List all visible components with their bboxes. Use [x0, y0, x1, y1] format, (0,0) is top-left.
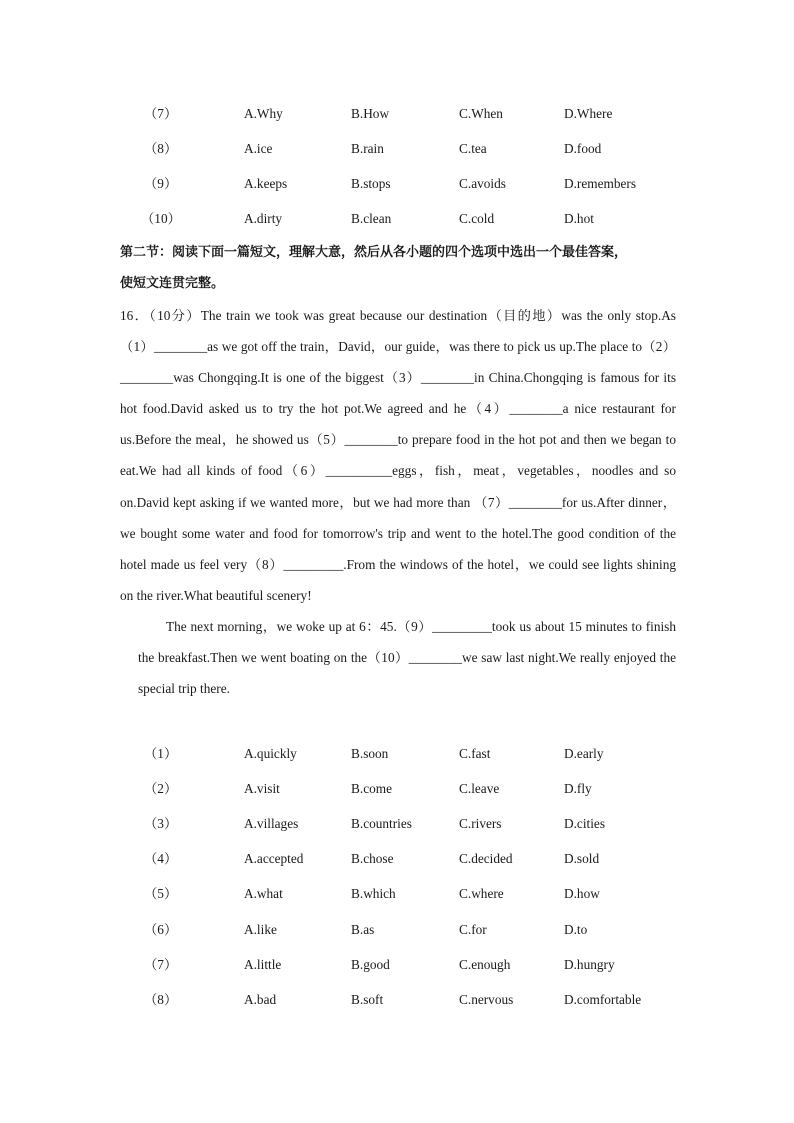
option-b: B.stops	[351, 176, 391, 191]
question-number: （3）	[144, 816, 178, 831]
reading-passage	[120, 300, 676, 704]
option-row	[0, 814, 794, 834]
option-a: A.keeps	[244, 176, 288, 191]
option-c: C.avoids	[459, 176, 506, 191]
option-a: A.ice	[244, 141, 273, 156]
question-number: （6）	[144, 922, 178, 937]
question-number: （9）	[144, 176, 178, 191]
section-heading-line2: 使短文连贯完整。	[120, 276, 225, 291]
option-row	[0, 209, 794, 229]
option-b: B.rain	[351, 141, 384, 156]
option-a: A.dirty	[244, 211, 283, 226]
option-d: D.hot	[564, 211, 594, 226]
question-number: （5）	[144, 886, 178, 901]
option-row	[0, 955, 794, 975]
option-b: B.chose	[351, 851, 394, 866]
option-d: D.early	[564, 746, 604, 761]
option-b: B.which	[351, 886, 396, 901]
option-d: D.how	[564, 886, 600, 901]
option-c: C.leave	[459, 781, 500, 796]
option-row	[0, 174, 794, 194]
option-a: A.visit	[244, 781, 280, 796]
passage-paragraph-1	[120, 300, 676, 611]
question-number: （1）	[144, 746, 178, 761]
option-c: C.nervous	[459, 992, 514, 1007]
option-c: C.decided	[459, 851, 513, 866]
option-d: D.hungry	[564, 957, 615, 972]
option-c: C.rivers	[459, 816, 502, 831]
option-d: D.comfortable	[564, 992, 642, 1007]
option-a: A.villages	[244, 816, 299, 831]
option-b: B.soon	[351, 746, 389, 761]
option-row	[0, 139, 794, 159]
option-row	[0, 884, 794, 904]
question-label: 16．（10分）	[120, 308, 201, 323]
option-d: D.cities	[564, 816, 605, 831]
option-a: A.accepted	[244, 851, 304, 866]
section-heading	[120, 237, 680, 299]
option-d: D.Where	[564, 106, 613, 121]
option-c: C.tea	[459, 141, 487, 156]
option-d: D.fly	[564, 781, 592, 796]
option-b: B.as	[351, 922, 375, 937]
option-row	[0, 849, 794, 869]
option-b: B.countries	[351, 816, 412, 831]
option-b: B.clean	[351, 211, 392, 226]
option-d: D.to	[564, 922, 588, 937]
option-d: D.sold	[564, 851, 600, 866]
option-c: C.for	[459, 922, 487, 937]
question-number: （10）	[141, 211, 181, 226]
option-a: A.what	[244, 886, 283, 901]
option-b: B.soft	[351, 992, 384, 1007]
question-number: （2）	[144, 781, 178, 796]
option-row	[0, 990, 794, 1010]
option-c: C.cold	[459, 211, 495, 226]
option-c: C.fast	[459, 746, 491, 761]
option-d: D.remembers	[564, 176, 636, 191]
option-row	[0, 744, 794, 764]
option-b: B.How	[351, 106, 390, 121]
option-row	[0, 779, 794, 799]
option-c: C.enough	[459, 957, 511, 972]
section-heading-line1: 第二节：阅读下面一篇短文，理解大意，然后从各小题的四个选项中选出一个最佳答案，	[120, 245, 628, 260]
option-b: B.good	[351, 957, 390, 972]
option-a: A.bad	[244, 992, 277, 1007]
option-c: C.When	[459, 106, 503, 121]
option-a: A.little	[244, 957, 282, 972]
question-number: （4）	[144, 851, 178, 866]
option-c: C.where	[459, 886, 504, 901]
question-number: （7）	[144, 106, 178, 121]
question-number: （8）	[144, 141, 178, 156]
option-a: A.Why	[244, 106, 283, 121]
paragraph-1-text: The train we took was great because our destination（目的地）was the only stop.As （1）________as we got off the train，David，our guide，was there to pick us up.The place to（2）________was Chongqing.It is one of the biggest（3）________in China.Chongqing is famous for its hot food.David asked us to try the hot pot.We agreed and he（4）________a nice restaurant for us.Before the meal，he showed us（5）________to prepare food in the hot pot and then we began to eat.We had all kinds of food（6）__________eggs，fish，meat，vegetables，noodles and so on.David kept asking if we wanted more，but we had more than （7）________for us.After dinner，we bought some water and food for tomorrow's trip and went to the hotel.The good condition of the hotel made us feel very（8）_________.From the windows of the hotel，we could see lights shining on the river.What beautiful scenery!	[120, 308, 676, 603]
question-number: （8）	[144, 992, 178, 1007]
option-row	[0, 104, 794, 124]
option-a: A.like	[244, 922, 277, 937]
option-a: A.quickly	[244, 746, 297, 761]
option-d: D.food	[564, 141, 602, 156]
option-row	[0, 920, 794, 940]
option-b: B.come	[351, 781, 392, 796]
passage-paragraph-2: The next morning，we woke up at 6：45.（9）_________took us about 15 minutes to finish the breakfast.Then we went boating on the（10）________we saw last night.We really enjoyed the special trip there.	[138, 618, 676, 697]
question-number: （7）	[144, 957, 178, 972]
